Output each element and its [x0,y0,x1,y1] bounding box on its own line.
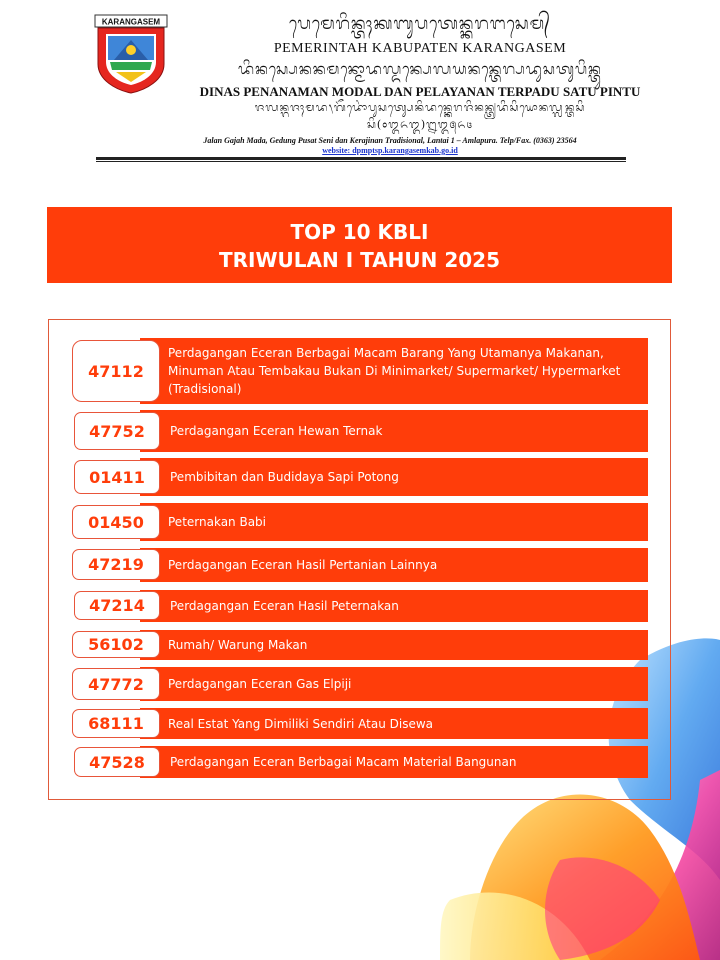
kbli-code: 01450 [72,505,160,539]
kbli-code: 47772 [72,668,160,700]
kbli-description: Perdagangan Eceran Hasil Pertanian Lainnya [140,548,648,582]
logo-label: KARANGASEM [101,17,161,27]
balinese-script-line-2: ᬤᬶᬦᬲ᭄ᬧᬾᬦᬦᬫᬦ᭄ᬫᭀᬤᬮ᭄ᬤᬦ᭄ᬧᬾᬮᬬᬦᬦ᭄ᬢᬾᬭ᭄ᬧᬤᬸᬲᬢᬸᬧᬶᬦ᭄ᬢᬸ [238,60,602,78]
letterhead-divider-thin [96,161,626,162]
kbli-code: 47214 [74,591,160,620]
kbli-description: Perdagangan Eceran Berbagai Macam Barang Yang Utamanya Makanan, Minuman Atau Tembakau Bukan Di Minimarket/ Supermarket/ Hypermarket (Tradisional) [140,338,648,404]
kbli-description: Perdagangan Eceran Hewan Ternak [140,410,648,452]
kbli-description: Peternakan Babi [140,503,648,541]
balinese-script-line-1: ᬧᬾᬫᬾᬭᬶᬦ᭄ᬢᬄᬓᬩᬸᬧᬢᬾᬦ᭄ᬓᬭᬗᬲᬾᬫ᭄ [288,14,551,34]
kbli-description: Rumah/ Warung Makan [140,630,648,660]
balinese-script-line-4: ᬲᬶ(᭐᭓᭖᭓)᭒᭓᭕᭖᭔ [366,118,474,131]
kbli-code: 47528 [74,747,160,777]
department-name: DINAS PENANAMAN MODAL DAN PELAYANAN TERPADU SATU PINTU [199,84,641,99]
title-line-1: TOP 10 KBLI [290,220,429,244]
title-banner [47,207,672,283]
title-line-2: TRIWULAN I TAHUN 2025 [218,248,501,272]
karangasem-coat-of-arms-icon [94,14,168,94]
kbli-code: 47112 [72,340,160,402]
letterhead [0,0,720,170]
kbli-description: Pembibitan dan Budidaya Sapi Potong [140,458,648,496]
kbli-code: 47752 [74,412,160,450]
office-address: Jalan Gajah Mada, Gedung Pusat Seni dan Kerajinan Tradisional, Lantai 1 – Amlapura. Telp/Fax. (0363) 23564 [203,136,577,145]
kbli-description: Perdagangan Eceran Gas Elpiji [140,667,648,701]
kbli-code: 01411 [74,460,160,494]
balinese-script-line-3: ᬚᬮᬦ᭄ᬕᬚᬄᬫᬤ᭞ᬕᭂᬤᭀᬂᬧᬸᬲᬢ᭄ᬲᬾᬦᬶᬤᬦ᭄ᬓᬾᬭᬚᬶᬦᬦ᭄ᬢ᭄ᬭᬤᬶᬲᬶᬬᭀᬦᬮ᭄ᬮᬦ᭄ᬢᬲᬶ [254,101,586,114]
kbli-code: 47219 [72,549,160,580]
kbli-description: Real Estat Yang Dimiliki Sendiri Atau Disewa [140,708,648,739]
kbli-code: 56102 [72,631,160,658]
letterhead-divider [96,157,626,160]
kbli-code: 68111 [72,709,160,738]
website-link[interactable]: website: dpmptsp.karangasemkab.go.id [322,146,458,155]
kbli-description: Perdagangan Eceran Hasil Peternakan [140,590,648,622]
government-name: PEMERINTAH KABUPATEN KARANGASEM [273,41,567,56]
kbli-description: Perdagangan Eceran Berbagai Macam Material Bangunan [140,746,648,778]
